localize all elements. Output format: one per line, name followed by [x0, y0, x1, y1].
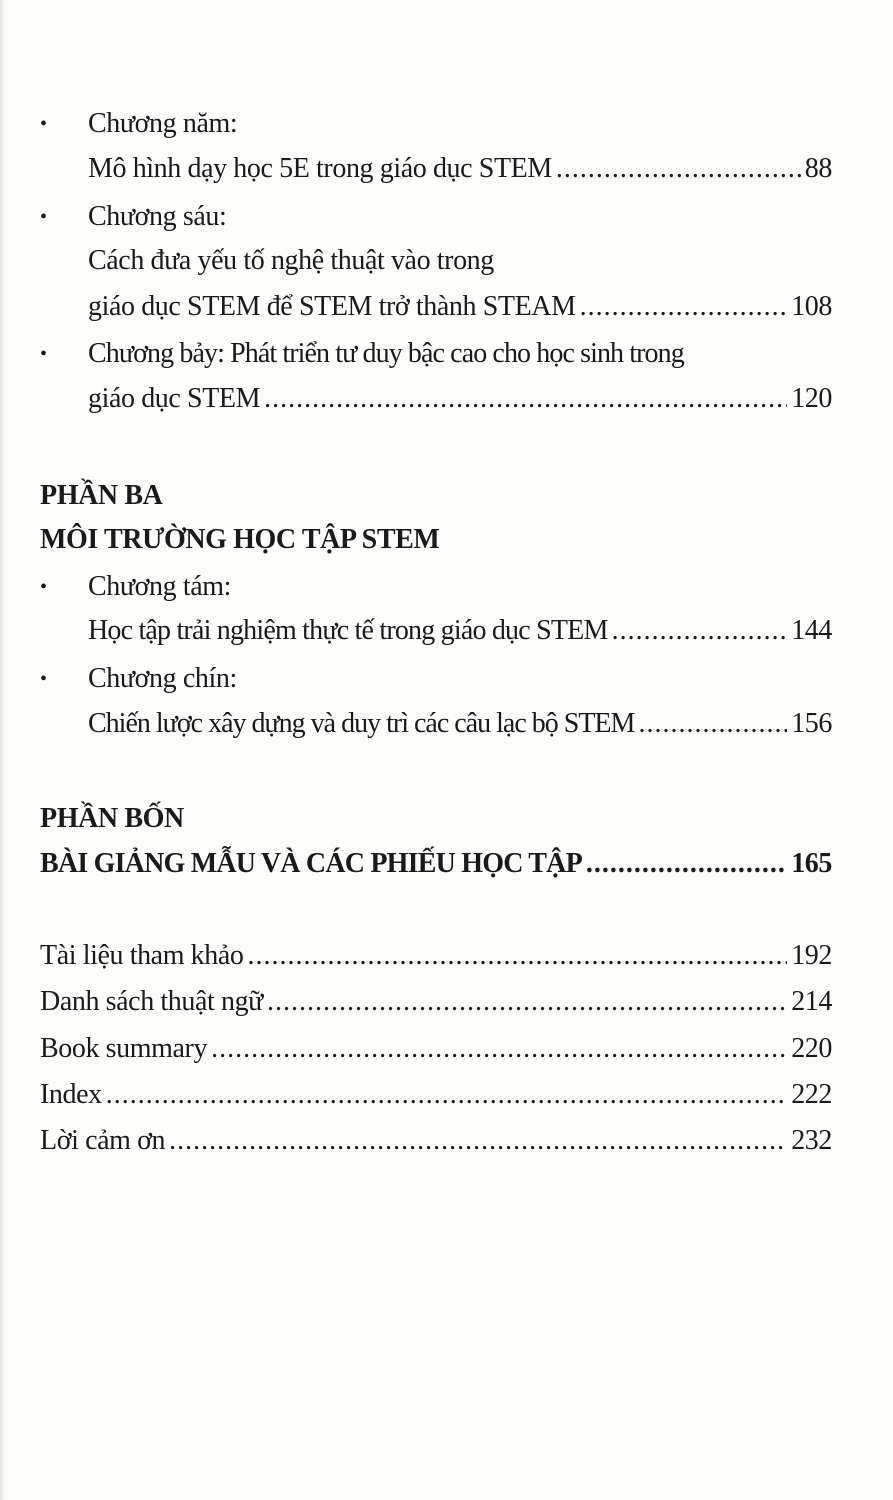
page-number: 108	[791, 291, 832, 322]
part-label: PHẦN BỐN	[40, 803, 184, 834]
bullet-icon: •	[40, 668, 47, 690]
bullet-icon: •	[40, 113, 47, 135]
chapter-title: Chương chín:	[88, 663, 237, 694]
entry-title: Học tập trải nghiệm thực tế trong giáo dục STEM	[88, 615, 608, 646]
toc-chapter9-title	[40, 656, 832, 702]
toc-entry[interactable]	[40, 1072, 832, 1118]
page-number: 232	[791, 1125, 832, 1156]
page-number: 156	[791, 708, 832, 739]
entry-title: Book summary	[40, 1033, 208, 1064]
entry-title: Cách đưa yếu tố nghệ thuật vào trong	[88, 245, 494, 276]
toc-chapter6-line1	[88, 238, 832, 284]
page-number: 214	[791, 986, 832, 1017]
toc-entry[interactable]	[88, 608, 832, 654]
toc-chapter5-title	[40, 101, 832, 147]
dot-leader	[638, 701, 787, 747]
toc-chapter6-title	[40, 194, 832, 240]
toc-entry[interactable]	[40, 979, 832, 1025]
page-number: 88	[804, 153, 832, 184]
entry-title: giáo dục STEM để STEM trở thành STEAM	[88, 291, 576, 322]
part-title: BÀI GIẢNG MẪU VÀ CÁC PHIẾU HỌC TẬP	[40, 848, 582, 879]
page-number: 220	[791, 1033, 832, 1064]
entry-title: Danh sách thuật ngữ	[40, 986, 263, 1017]
bullet-icon: •	[40, 576, 47, 598]
dot-leader	[267, 979, 787, 1025]
part4-label	[40, 796, 832, 842]
part-title: MÔI TRƯỜNG HỌC TẬP STEM	[40, 524, 440, 555]
entry-title: Chiến lược xây dựng và duy trì các câu lạc bộ STEM	[88, 708, 635, 739]
dot-leader	[106, 1072, 787, 1118]
entry-title: Tài liệu tham khảo	[40, 940, 244, 971]
dot-leader	[586, 841, 787, 887]
toc-chapter7-line1	[40, 331, 832, 377]
bullet-icon: •	[40, 206, 47, 228]
chapter-title: Chương sáu:	[88, 201, 227, 232]
toc-entry[interactable]	[40, 933, 832, 979]
page-number: 144	[791, 615, 832, 646]
toc-entry[interactable]	[40, 1026, 832, 1072]
part-label: PHẦN BA	[40, 480, 163, 511]
dot-leader	[612, 608, 788, 654]
page-number: 222	[791, 1079, 832, 1110]
entry-title: Mô hình dạy học 5E trong giáo dục STEM	[88, 153, 552, 184]
bullet-icon: •	[40, 343, 47, 365]
dot-leader	[580, 284, 788, 330]
entry-title: Chương bảy: Phát triển tư duy bậc cao cho học sinh trong	[88, 338, 684, 369]
dot-leader	[169, 1118, 787, 1164]
toc-entry[interactable]	[40, 841, 832, 887]
dot-leader	[211, 1026, 787, 1072]
toc-entry[interactable]	[88, 146, 832, 192]
toc-entry[interactable]	[88, 284, 832, 330]
toc-entry[interactable]	[88, 701, 832, 747]
entry-title: Index	[40, 1079, 102, 1110]
toc-entry[interactable]	[88, 376, 832, 422]
dot-leader	[556, 146, 801, 192]
page-number: 165	[791, 848, 832, 879]
toc-entry[interactable]	[40, 1118, 832, 1164]
chapter-title: Chương năm:	[88, 108, 238, 139]
toc-chapter8-title	[40, 564, 832, 610]
chapter-title: Chương tám:	[88, 571, 232, 602]
page-number: 192	[791, 940, 832, 971]
part3-label	[40, 473, 832, 519]
entry-title: giáo dục STEM	[88, 383, 261, 414]
dot-leader	[264, 376, 787, 422]
page-edge	[0, 0, 6, 1500]
dot-leader	[248, 933, 788, 979]
page-number: 120	[791, 383, 832, 414]
part3-title	[40, 517, 832, 563]
entry-title: Lời cảm ơn	[40, 1125, 166, 1156]
